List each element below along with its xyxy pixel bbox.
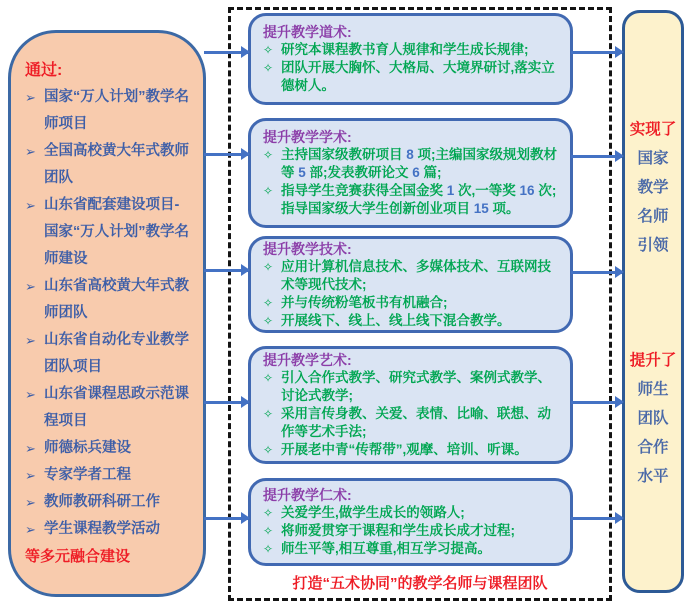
list-item-label: 山东省高校黄大年式教师团队 (44, 278, 189, 321)
teach-box-item-label: 采用言传身教、关爱、表情、比喻、联想、动作等艺术手法; (281, 406, 551, 439)
list-item (25, 84, 193, 138)
list-item (25, 381, 193, 435)
list-item (25, 192, 193, 273)
list-item-label: 山东省配套建设项目-国家“万人计划”教学名师建设 (44, 197, 189, 267)
teach-box-title: 提升教学技术: (263, 240, 352, 257)
connector-arrow (204, 269, 248, 272)
teach-box-item (263, 182, 562, 218)
teach-box-title: 提升教学仁术: (263, 487, 352, 503)
teach-box-item-label: 团队开展大胸怀、大格局、大境界研讨,落实立德树人。 (281, 60, 555, 93)
arrowhead-bullet-icon: ➢ (25, 144, 36, 159)
connector-arrow (571, 155, 622, 158)
arrowhead-bullet-icon: ➢ (25, 279, 36, 294)
teach-box-item (263, 146, 562, 182)
connector-arrow (571, 271, 622, 274)
diamond-bullet-icon: ✧ (263, 506, 274, 520)
outcome-line: 师生 (637, 381, 669, 398)
teach-box-item (263, 540, 562, 558)
list-item-label: 师德标兵建设 (44, 440, 131, 456)
teach-box-item-label: 开展线下、线上、线上线下混合教学。 (281, 312, 511, 328)
list-item (25, 489, 193, 516)
outcome-group-national (625, 115, 681, 260)
connector-arrow (571, 401, 622, 404)
teach-box-title: 提升教学学术: (263, 129, 352, 145)
list-item-label: 学生课程教学活动 (44, 521, 160, 537)
arrowhead-bullet-icon: ➢ (25, 198, 36, 213)
teach-box-item (263, 405, 562, 441)
teach-box-item (263, 441, 562, 459)
diamond-bullet-icon: ✧ (263, 443, 274, 457)
connector-arrow (204, 401, 248, 404)
outcome-group-header: 实现了 (629, 121, 677, 138)
outcome-group-header: 提升了 (629, 352, 677, 369)
teach-box-item-label: 关爱学生,做学生成长的领路人; (281, 505, 465, 520)
list-item-label: 教师教研科研工作 (44, 494, 160, 510)
outcome-line: 团队 (637, 410, 669, 427)
teach-box-yishu (248, 346, 573, 464)
teach-box-item-label: 指导学生竞赛获得全国金奖 1 次,一等奖 16 次;指导国家级大学生创新创业项目 15 项。 (281, 183, 557, 216)
list-item-label: 国家“万人计划”教学名师项目 (44, 89, 189, 132)
teach-box-jishu (248, 236, 573, 333)
list-item (25, 516, 193, 543)
outcome-line: 名师 (637, 208, 669, 225)
diamond-bullet-icon: ✧ (263, 148, 274, 162)
teach-box-item (263, 258, 562, 294)
diamond-bullet-icon: ✧ (263, 43, 274, 57)
diamond-bullet-icon: ✧ (263, 313, 274, 328)
teach-box-item-label: 开展老中青“传帮带”,观摩、培训、听课。 (281, 442, 528, 457)
inputs-panel-header: 通过: (25, 62, 63, 79)
outcome-line: 水平 (637, 468, 669, 485)
outcome-line: 国家 (637, 150, 669, 167)
arrowhead-bullet-icon: ➢ (25, 468, 36, 483)
teach-box-renshu (248, 478, 573, 566)
arrowhead-bullet-icon: ➢ (25, 90, 36, 105)
list-item (25, 327, 193, 381)
list-item (25, 462, 193, 489)
teach-box-daoshu (248, 13, 573, 105)
teach-box-item-label: 师生平等,相互尊重,相互学习提高。 (281, 541, 492, 556)
connector-arrow (204, 153, 248, 156)
list-item-label: 全国高校黄大年式教师团队 (44, 143, 189, 186)
diamond-bullet-icon: ✧ (263, 371, 274, 385)
outcome-line: 引领 (637, 237, 669, 254)
arrowhead-bullet-icon: ➢ (25, 522, 36, 537)
outcome-group-team (625, 346, 681, 491)
diamond-bullet-icon: ✧ (263, 542, 274, 556)
teach-box-title: 提升教学道术: (263, 24, 352, 40)
teach-box-title: 提升教学艺术: (263, 352, 352, 368)
connector-arrow (204, 517, 248, 520)
list-item-label: 山东省课程思政示范课程项目 (44, 386, 189, 429)
teach-box-item (263, 369, 562, 405)
diamond-bullet-icon: ✧ (263, 184, 274, 198)
outcome-line: 合作 (637, 439, 669, 456)
connector-arrow (571, 517, 622, 520)
teach-box-item-label: 应用计算机信息技术、多媒体技术、互联网技术等现代技术; (281, 258, 551, 292)
outcome-line: 教学 (637, 179, 669, 196)
connector-arrow (571, 51, 622, 54)
arrowhead-bullet-icon: ➢ (25, 333, 36, 348)
inputs-panel (8, 30, 206, 597)
list-item-label: 专家学者工程 (44, 467, 131, 483)
teach-box-item (263, 41, 562, 59)
diamond-bullet-icon: ✧ (263, 259, 274, 274)
teach-box-item-label: 并与传统粉笔板书有机融合; (281, 294, 448, 310)
arrowhead-bullet-icon: ➢ (25, 387, 36, 402)
teach-box-item (263, 504, 562, 522)
teach-box-item (263, 294, 562, 312)
diamond-bullet-icon: ✧ (263, 407, 274, 421)
list-item (25, 435, 193, 462)
teach-box-item-label: 研究本课程教书育人规律和学生成长规律; (281, 42, 529, 57)
teach-box-item-label: 主持国家级教研项目 8 项;主编国家级规划教材等 5 部;发表教研论文 6 篇; (281, 147, 558, 180)
list-item (25, 273, 193, 327)
arrowhead-bullet-icon: ➢ (25, 441, 36, 456)
diagram-caption: 打造“五术协同”的教学名师与课程团队 (292, 575, 548, 592)
teach-box-item (263, 312, 562, 330)
teach-box-item-label: 将师爱贯穿于课程和学生成长成才过程; (281, 523, 515, 538)
teach-box-item (263, 59, 562, 95)
diamond-bullet-icon: ✧ (263, 61, 274, 75)
inputs-panel-footer: 等多元融合建设 (25, 548, 131, 565)
outcomes-panel (622, 10, 684, 593)
list-item (25, 138, 193, 192)
diamond-bullet-icon: ✧ (263, 295, 274, 310)
teach-box-item (263, 522, 562, 540)
list-item-label: 山东省自动化专业教学团队项目 (44, 332, 189, 375)
diamond-bullet-icon: ✧ (263, 524, 274, 538)
teach-box-xueshu (248, 118, 573, 228)
arrowhead-bullet-icon: ➢ (25, 495, 36, 510)
teach-box-item-label: 引入合作式教学、研究式教学、案例式教学、讨论式教学; (281, 370, 551, 403)
connector-arrow (204, 51, 248, 54)
